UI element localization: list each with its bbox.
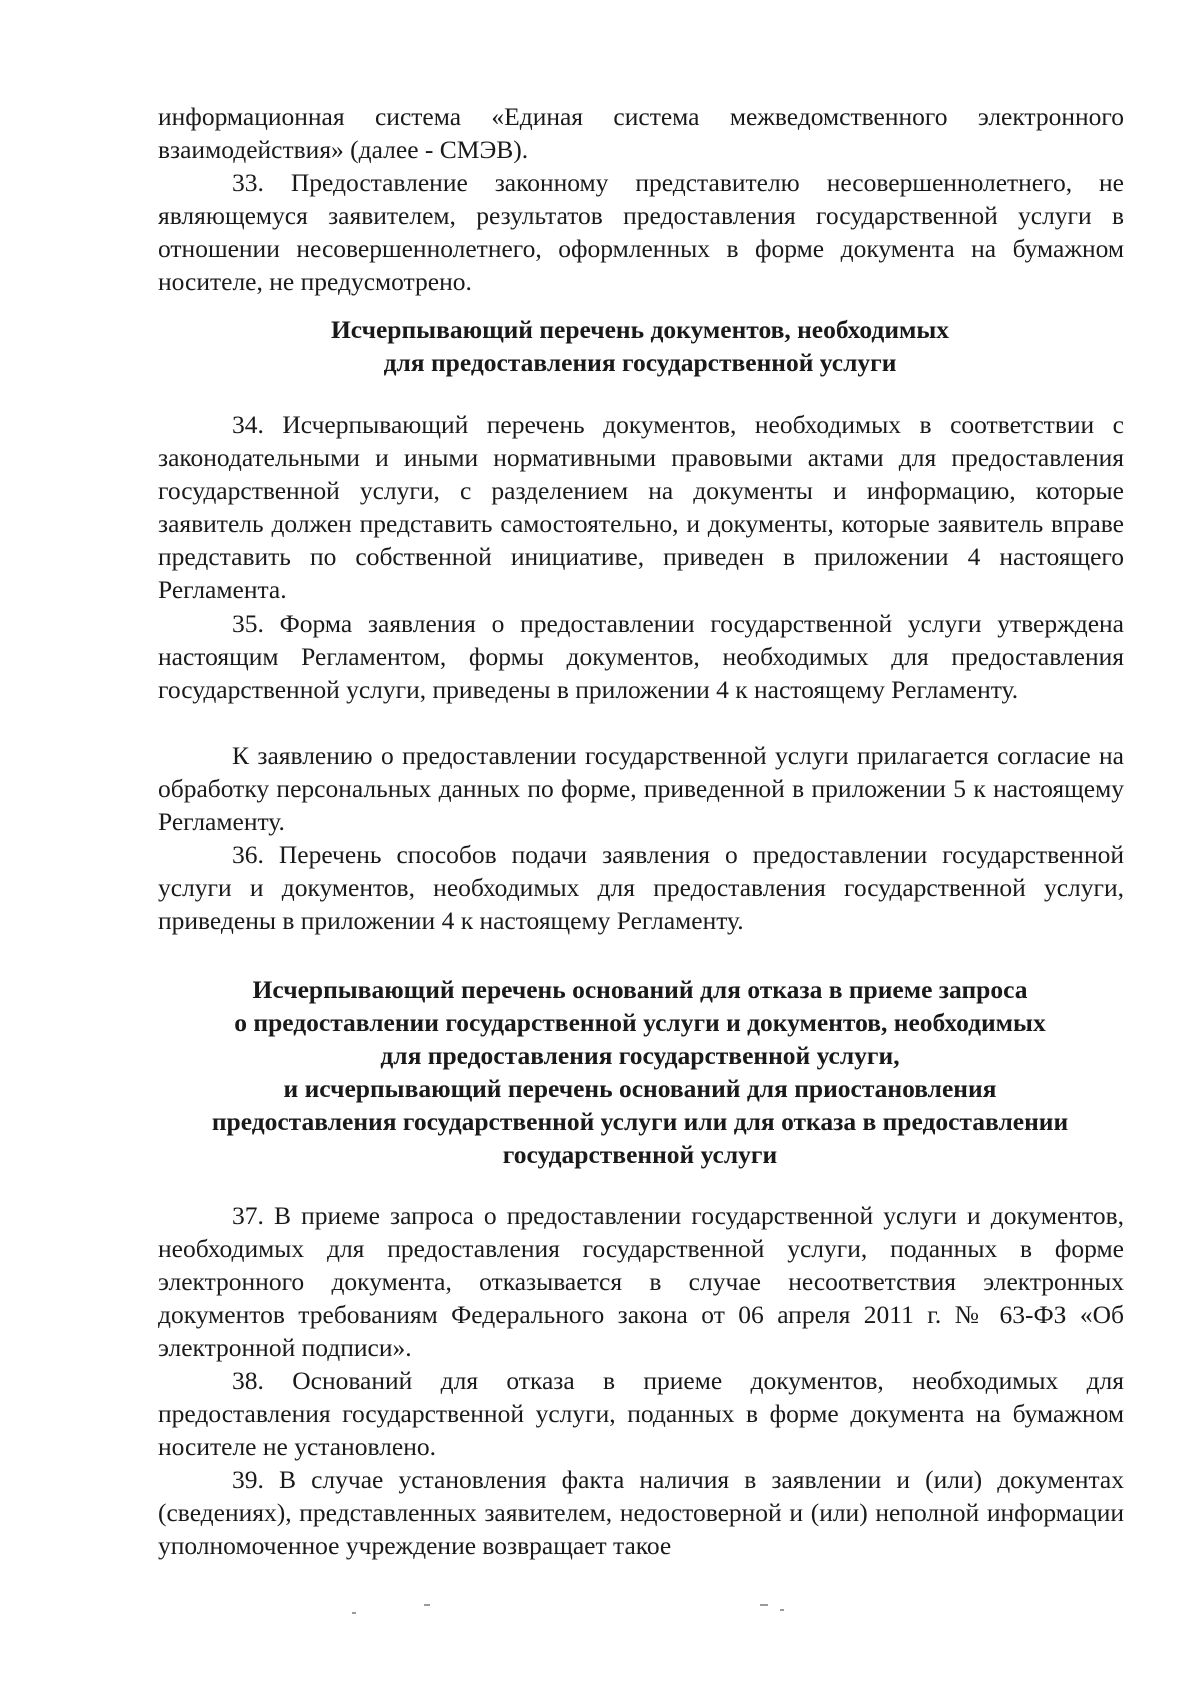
heading-line: и исчерпывающий перечень оснований для приостановления bbox=[283, 1074, 997, 1103]
heading-line: о предоставлении государственной услуги и документов, необходимых bbox=[234, 1008, 1046, 1037]
heading-line: Исчерпывающий перечень документов, необходимых bbox=[330, 315, 950, 344]
paragraph-intro: информационная система «Единая система межведомственного электронного взаимодействия» (далее - СМЭВ). bbox=[158, 102, 1124, 164]
scan-speck bbox=[424, 1604, 430, 1606]
paragraph-37: 37. В приеме запроса о предоставлении государственной услуги и документов, необходимых для предоставления государственной услуги, поданных в форме электронного документа, отказывается в случае несоответствия электронных документов требованиям Федерального закона от 06 апреля 2011 г. № 63-ФЗ «Об электронной подписи». bbox=[158, 1201, 1124, 1362]
heading-line: предоставления государственной услуги или для отказа в предоставлении bbox=[211, 1107, 1069, 1136]
paragraph-35-consent: К заявлению о предоставлении государственной услуги прилагается согласие на обработку персональных данных по форме, приведенной в приложении 5 к настоящему Регламенту. bbox=[158, 741, 1124, 836]
heading-line: Исчерпывающий перечень оснований для отказа в приеме запроса bbox=[252, 975, 1028, 1004]
paragraph-34: 34. Исчерпывающий перечень документов, необходимых в соответствии с законодательными и иными нормативными правовыми актами для предоставления государственной услуги, с разделением на документы и информацию, которые заявитель должен представить самостоятельно, и документы, которые заявитель вправе представить по собственной инициативе, приведен в приложении 4 настоящего Регламента. bbox=[158, 410, 1124, 604]
scan-speck bbox=[352, 1612, 356, 1614]
section-heading-refusal bbox=[140, 973, 1140, 1171]
scan-speck bbox=[760, 1604, 768, 1606]
paragraph-35: 35. Форма заявления о предоставлении государственной услуги утверждена настоящим Регламентом, формы документов, необходимых для предоставления государственной услуги, приведены в приложении 4 к настоящему Регламенту. bbox=[158, 609, 1124, 704]
paragraph-39: 39. В случае установления факта наличия в заявлении и (или) документах (сведениях), представленных заявителем, недостоверной и (или) неполной информации уполномоченное учреждение возвращает такое bbox=[158, 1465, 1124, 1560]
paragraph-38: 38. Оснований для отказа в приеме документов, необходимых для предоставления государственной услуги, поданных в форме документа на бумажном носителе не установлено. bbox=[158, 1366, 1124, 1461]
paragraph-36: 36. Перечень способов подачи заявления о предоставлении государственной услуги и документов, необходимых для предоставления государственной услуги, приведены в приложении 4 к настоящему Регламенту. bbox=[158, 840, 1124, 935]
heading-line: для предоставления государственной услуги, bbox=[380, 1041, 900, 1070]
section-heading-documents bbox=[140, 313, 1140, 379]
heading-line: для предоставления государственной услуги bbox=[383, 348, 897, 377]
paragraph-33: 33. Предоставление законному представителю несовершеннолетнего, не являющемуся заявителем, результатов предоставления государственной услуги в отношении несовершеннолетнего, оформленных в форме документа на бумажном носителе, не предусмотрено. bbox=[158, 168, 1124, 296]
scan-speck bbox=[780, 1609, 784, 1611]
heading-line: государственной услуги bbox=[502, 1140, 778, 1169]
